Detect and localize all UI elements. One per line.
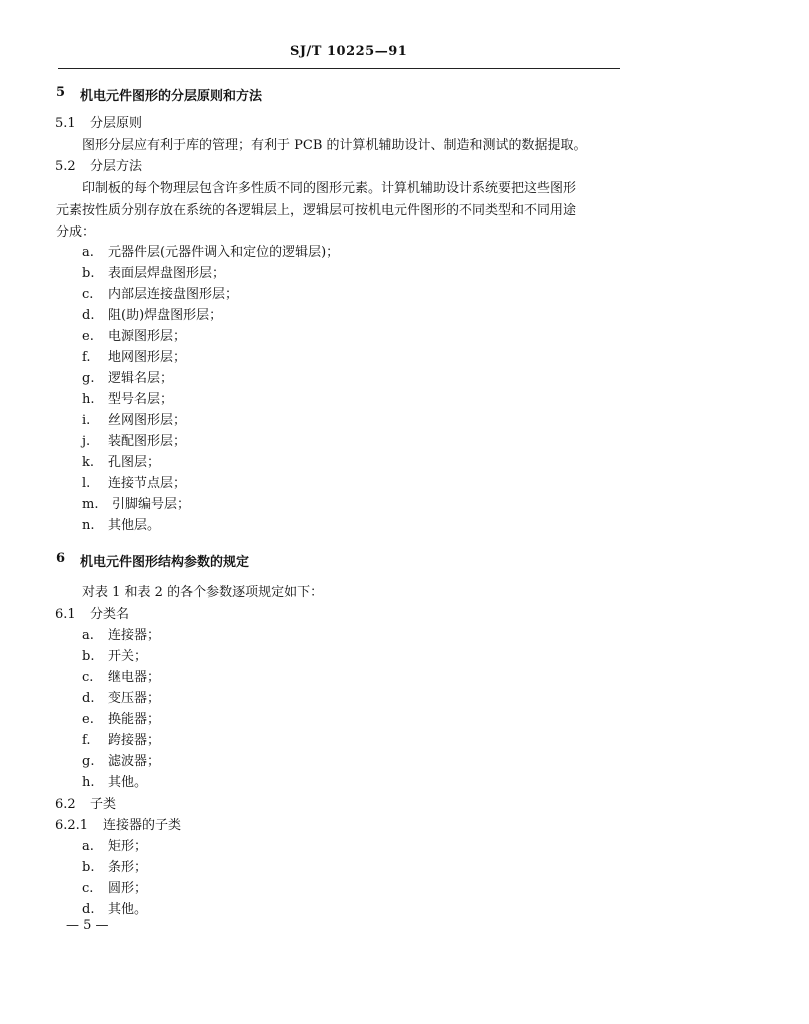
- list-item: c. 内部层连接盘图形层；: [82, 287, 239, 302]
- section-6-2-1-title: 连接器的子类: [103, 818, 182, 833]
- list-item: e. 换能器；: [82, 712, 161, 727]
- list-item: n. 其他层。: [82, 518, 161, 533]
- list-item: j. 装配图形层；: [82, 434, 187, 449]
- section-6-2-1-number: 6.2.1: [55, 818, 89, 833]
- list-item: c. 圆形；: [82, 881, 148, 896]
- list-item: g. 滤波器；: [82, 754, 161, 769]
- list-item: l. 连接节点层；: [82, 476, 187, 491]
- list-item: h. 型号名层；: [82, 392, 174, 407]
- list-item: b. 表面层焊盘图形层；: [82, 266, 226, 281]
- section-6-1-number: 6.1: [55, 607, 76, 622]
- list-item: a. 连接器；: [82, 628, 161, 643]
- list-item: a. 矩形；: [82, 839, 148, 854]
- section-6-title: 机电元件图形结构参数的规定: [80, 555, 250, 570]
- section-5-1-number: 5.1: [55, 116, 76, 131]
- list-item: f. 地网图形层；: [82, 350, 187, 365]
- page-number: — 5 —: [66, 918, 109, 933]
- section-5-number: 5: [56, 85, 66, 100]
- header-rule: [58, 68, 620, 69]
- list-item: m. 引脚编号层；: [82, 497, 191, 512]
- section-6-number: 6: [56, 551, 66, 566]
- section-5-2-para-line: 分成：: [56, 225, 96, 240]
- section-6-2-title: 子类: [90, 797, 117, 812]
- list-item: h. 其他。: [82, 775, 148, 790]
- section-6-intro: 对表 1 和表 2 的各个参数逐项规定如下：: [82, 585, 324, 600]
- section-6-1-title: 分类名: [90, 607, 130, 622]
- section-5-2-para-line: 印制板的每个物理层包含许多性质不同的图形元素。计算机辅助设计系统要把这些图形: [82, 181, 577, 196]
- list-item: d. 其他。: [82, 902, 148, 917]
- list-item: d. 阻(助)焊盘图形层；: [82, 308, 223, 323]
- section-5-2-para-line: 元素按性质分别存放在系统的各逻辑层上，逻辑层可按机电元件图形的不同类型和不同用途: [56, 203, 577, 218]
- list-item: b. 条形；: [82, 860, 148, 875]
- section-5-2-title: 分层方法: [90, 159, 143, 174]
- section-6-2-number: 6.2: [55, 797, 76, 812]
- section-5-2-number: 5.2: [55, 159, 76, 174]
- list-item: d. 变压器；: [82, 691, 161, 706]
- section-5-1-title: 分层原则: [90, 116, 143, 131]
- list-item: f. 跨接器；: [82, 733, 161, 748]
- section-5-title: 机电元件图形的分层原则和方法: [80, 89, 263, 104]
- list-item: c. 继电器；: [82, 670, 161, 685]
- document-id-header: SJ/T 10225—91: [290, 44, 408, 59]
- list-item: g. 逻辑名层；: [82, 371, 174, 386]
- list-item: k. 孔图层；: [82, 455, 161, 470]
- list-item: e. 电源图形层；: [82, 329, 187, 344]
- list-item: a. 元器件层(元器件调入和定位的逻辑层)；: [82, 245, 340, 260]
- list-item: b. 开关；: [82, 649, 148, 664]
- section-5-1-text: 图形分层应有利于库的管理；有利于 PCB 的计算机辅助设计、制造和测试的数据提取。: [82, 138, 587, 153]
- list-item: i. 丝网图形层；: [82, 413, 187, 428]
